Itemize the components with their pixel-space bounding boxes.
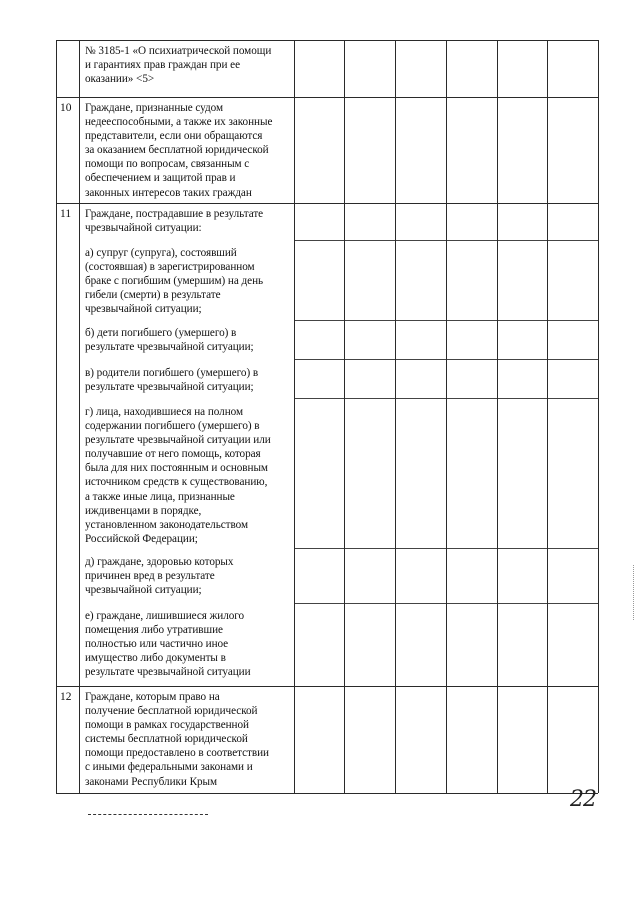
text-line: обеспечением и защитой прав и [85,172,236,185]
text-line: браке с погибшим (умершим) на день [85,275,264,288]
row-text [85,207,293,235]
text-line: № 3185-1 «О психиатрической помощи [85,45,272,57]
text-line: системы бесплатной юридической [85,733,248,746]
row-text [85,101,293,200]
text-line: получение бесплатной юридической [85,705,258,718]
text-line: иждивенцами в порядке, [85,504,202,517]
text-line: представители, если они обращаются [85,130,263,143]
row-number: 10 [60,102,72,114]
subitem-v [85,366,293,394]
text-line: законами Республики Крым [85,775,218,788]
text-line: за оказанием бесплатной юридической [85,144,269,157]
text-line: установленном законодательством [85,518,249,531]
text-line: помещения либо утратившие [85,624,223,637]
text-line: была для них постоянным и основным [85,462,268,475]
scan-margin-mark [633,565,634,620]
text-line: Российской Федерации; [85,532,198,545]
text-line: с иными федеральными законами и [85,761,253,774]
text-line: Граждане, которым право на [85,691,220,703]
row-number: 11 [60,208,72,220]
subitem-e [85,609,293,679]
text-line: оказании» <5> [85,73,155,86]
text-line: законных интересов таких граждан [85,186,252,199]
text-line: а также иные лица, признанные [85,490,235,503]
text-line: имущество либо документы в [85,652,226,665]
text-line: помощи по вопросам, связанным с [85,158,250,171]
text-line: д) граждане, здоровью которых [85,556,234,568]
text-line: а) супруг (супруга), состоявший [85,247,237,259]
text-line: причинен вред в результате [85,570,215,583]
text-line: чрезвычайной ситуации; [85,584,202,597]
text-line: недееспособными, а также их законные [85,116,273,129]
text-line: содержании погибшего (умершего) в [85,420,260,433]
footnote-separator [88,814,208,815]
text-line: результате чрезвычайной ситуации или [85,434,271,447]
text-line: г) лица, находившиеся на полном [85,406,243,418]
text-line: полностью или частично иное [85,638,229,651]
subitem-g [85,405,293,546]
text-line: б) дети погибшего (умершего) в [85,327,237,339]
row-number: 12 [60,691,72,703]
subitem-b [85,326,293,354]
text-line: (состоявшая) в зарегистрированном [85,261,255,274]
row-continuation-text [85,44,293,86]
text-line: результате чрезвычайной ситуации [85,666,251,679]
subitem-a [85,246,293,316]
text-line: Граждане, признанные судом [85,102,224,114]
text-line: чрезвычайной ситуации; [85,303,202,316]
page-number: 22 [570,787,596,812]
text-line: е) граждане, лишившиеся жилого [85,610,245,622]
text-line: гибели (смерти) в результате [85,289,221,302]
text-line: чрезвычайной ситуации: [85,222,202,235]
text-line: помощи в рамках государственной [85,719,249,732]
text-line: результате чрезвычайной ситуации; [85,341,254,354]
text-line: и гарантиях прав граждан при ее [85,59,240,72]
text-line: в) родители погибшего (умершего) в [85,367,259,379]
text-line: помощи предоставлено в соответствии [85,747,269,760]
text-line: результате чрезвычайной ситуации; [85,381,254,394]
text-line: источником средств к существованию, [85,476,268,489]
text-line: Граждане, пострадавшие в результате [85,208,264,220]
subitem-d [85,555,293,597]
text-line: получавшие от него помощь, которая [85,448,261,461]
row-text [85,690,293,789]
